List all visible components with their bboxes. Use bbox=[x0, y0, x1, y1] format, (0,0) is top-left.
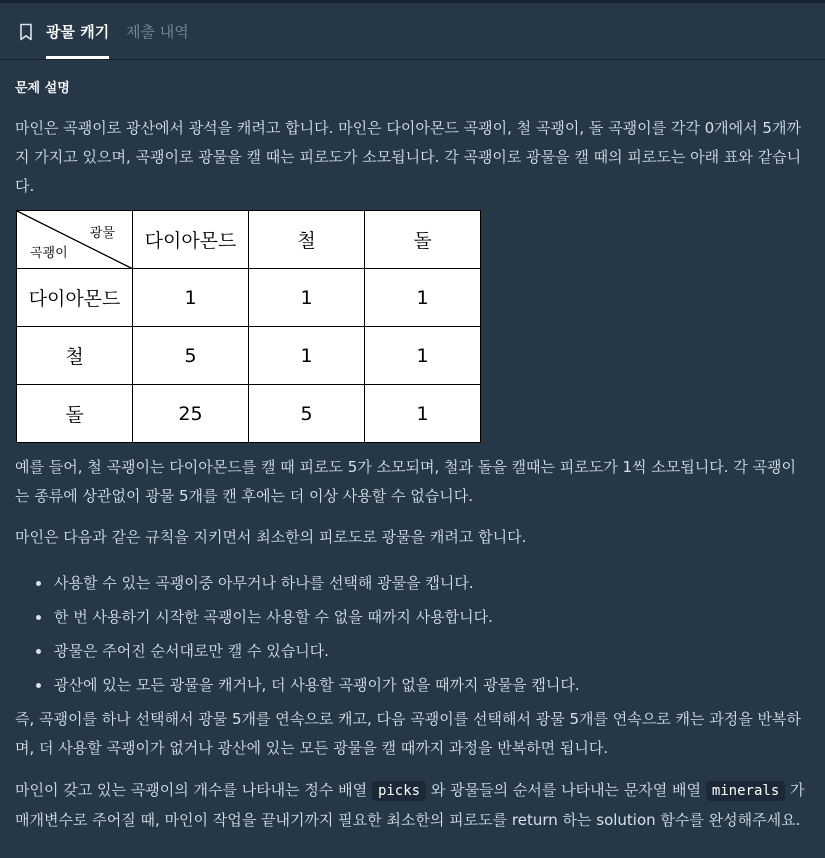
table-cell: 1 bbox=[249, 269, 365, 327]
table-row bbox=[17, 385, 481, 443]
task-text: 마인이 갖고 있는 곡괭이의 개수를 나타내는 정수 배열 bbox=[15, 781, 372, 799]
bullet-icon bbox=[36, 581, 41, 586]
table-cell: 1 bbox=[365, 327, 481, 385]
rule-text: 광물은 주어진 순서대로만 캘 수 있습니다. bbox=[54, 642, 329, 660]
list-item bbox=[15, 600, 810, 634]
corner-mineral-label: 광물 bbox=[89, 226, 115, 241]
column-header: 돌 bbox=[365, 211, 481, 269]
rule-text: 사용할 수 있는 곡괭이중 아무거나 하나를 선택해 광물을 캡니다. bbox=[54, 574, 474, 592]
table-cell: 5 bbox=[249, 385, 365, 443]
tab-problem[interactable]: 광물 캐기 bbox=[46, 23, 110, 41]
task-text: 가 매개변수로 주어질 때, 마인이 작업을 끝내기까지 필요한 최소한의 피로도를 return 하는 solution 함수를 완성해주세요. bbox=[15, 781, 805, 829]
row-header: 돌 bbox=[17, 385, 133, 443]
rule-text: 광산에 있는 모든 광물을 캐거나, 더 사용할 곡괭이가 없을 때까지 광물을 캡니다. bbox=[54, 676, 580, 694]
table-cell: 1 bbox=[133, 269, 249, 327]
list-item bbox=[15, 566, 810, 600]
table-cell: 1 bbox=[365, 269, 481, 327]
table-row bbox=[17, 327, 481, 385]
bullet-icon bbox=[36, 683, 41, 688]
tab-bar bbox=[0, 3, 825, 60]
list-item bbox=[15, 668, 810, 702]
bullet-icon bbox=[36, 649, 41, 654]
fatigue-table bbox=[16, 210, 481, 443]
tab-submission-history[interactable]: 제출 내역 bbox=[126, 23, 189, 41]
code-minerals: minerals bbox=[706, 781, 785, 801]
task-text: 와 광물들의 순서를 나타내는 문자열 배열 bbox=[426, 781, 706, 799]
column-header: 철 bbox=[249, 211, 365, 269]
column-header: 다이아몬드 bbox=[133, 211, 249, 269]
rules-list bbox=[15, 566, 810, 702]
list-item bbox=[15, 634, 810, 668]
task-paragraph bbox=[15, 776, 810, 835]
row-header: 다이아몬드 bbox=[17, 269, 133, 327]
corner-pick-label: 곡괭이 bbox=[30, 246, 68, 261]
bullet-icon bbox=[36, 615, 41, 620]
rules-intro: 마인은 다음과 같은 규칙을 지키면서 최소한의 피로도로 광물을 캐려고 합니다. bbox=[15, 528, 527, 546]
bookmark-icon[interactable] bbox=[16, 22, 36, 42]
summary-paragraph: 즉, 곡괭이를 하나 선택해서 광물 5개를 연속으로 캐고, 다음 곡괭이를 선택해서 광물 5개를 연속으로 캐는 과정을 반복하며, 더 사용할 곡괭이가 없거나 광산에 있는 모든 광물을 캘 때까지 과정을 반복하면 됩니다. bbox=[15, 710, 801, 757]
example-paragraph: 예를 들어, 철 곡괭이는 다이아몬드를 캘 때 피로도 5가 소모되며, 철과 돌을 캘때는 피로도가 1씩 소모됩니다. 각 곡괭이는 종류에 상관없이 광물 5개를 캔 후에는 더 이상 사용할 수 없습니다. bbox=[15, 458, 796, 505]
code-picks: picks bbox=[372, 781, 426, 801]
row-header: 철 bbox=[17, 327, 133, 385]
rule-text: 한 번 사용하기 시작한 곡괭이는 사용할 수 없을 때까지 사용합니다. bbox=[54, 608, 493, 626]
table-row bbox=[17, 269, 481, 327]
table-cell: 1 bbox=[365, 385, 481, 443]
table-cell: 25 bbox=[133, 385, 249, 443]
table-header-row bbox=[17, 211, 481, 269]
section-title: 문제 설명 bbox=[15, 81, 70, 96]
fatigue-table-wrapper bbox=[16, 210, 481, 443]
table-cell: 1 bbox=[249, 327, 365, 385]
intro-paragraph: 마인은 곡괭이로 광산에서 광석을 캐려고 합니다. 마인은 다이아몬드 곡괭이, 철 곡괭이, 돌 곡괭이를 각각 0개에서 5개까지 가지고 있으며, 곡괭이로 광물을 캘 때는 피로도가 소모됩니다. 각 곡괭이로 광물을 캘 때의 피로도는 아래 표와 같습니다. bbox=[15, 119, 802, 195]
table-corner-cell bbox=[17, 211, 133, 269]
active-tab-indicator bbox=[46, 56, 109, 59]
table-cell: 5 bbox=[133, 327, 249, 385]
